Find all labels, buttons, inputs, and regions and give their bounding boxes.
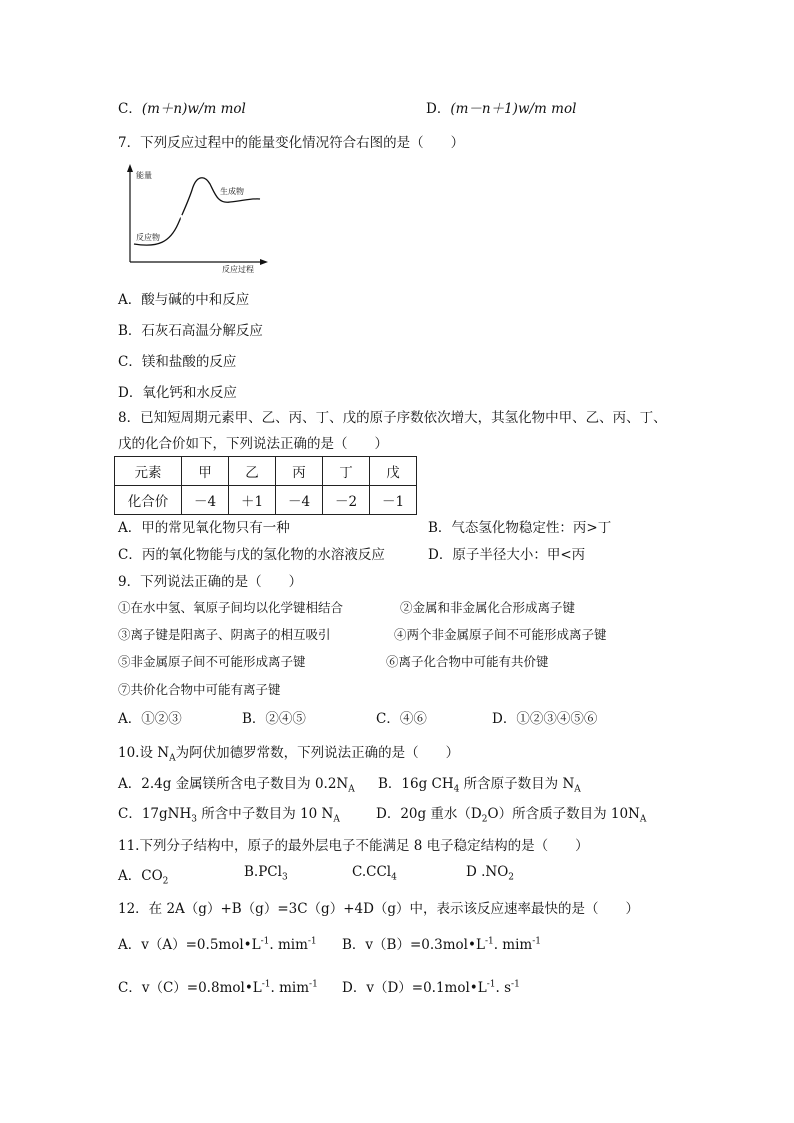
q6-option-c: C．(m＋n)w/m mol — [118, 101, 246, 117]
q11-option-c: C.CCl$_4$ — [352, 864, 397, 883]
table-cell: 戊 — [370, 457, 417, 486]
q9-statement-6: ⑥离子化合物中可能有共价键 — [386, 654, 549, 669]
q8-stem-line1: 8．已知短周期元素甲、乙、丙、丁、戊的原子序数依次增大，其氢化物中甲、乙、丙、丁、 — [118, 410, 667, 426]
y-axis-label: 能量 — [136, 171, 152, 180]
q8-option-d: D．原子半径大小：甲<丙 — [428, 547, 586, 563]
q8-option-b: B．气态氢化物稳定性：丙>丁 — [428, 520, 612, 536]
q11-option-a: A．$CO_2$ — [118, 868, 169, 887]
q10-option-b: B．16g $CH_4$ 所含原子数目为 $N_A$ — [378, 776, 581, 795]
q7-option-d: D．氧化钙和水反应 — [118, 385, 237, 401]
q12-option-b: B．$v(B)=0.3mol•L^{-1}$. mim$^{-1}$ — [342, 936, 542, 953]
q10-option-a: A．2.4g 金属镁所含电子数目为 $0.2N_A$ — [118, 776, 355, 795]
q9-statement-7: ⑦共价化合物中可能有离子键 — [118, 682, 281, 697]
q9-statement-5: ⑤非金属原子间不可能形成离子键 — [118, 654, 306, 669]
valence-table — [114, 456, 417, 515]
x-axis-arrow-icon — [260, 259, 268, 265]
q10-stem: 10.设 $N_A$为阿伏加德罗常数，下列说法正确的是（ ） — [118, 745, 460, 764]
q9-option-d: D．①②③④⑤⑥ — [492, 711, 598, 727]
q9-statement-3: ③离子键是阳离子、阴离子的相互吸引 — [118, 627, 331, 642]
q9-stem: 9．下列说法正确的是（ ） — [118, 574, 303, 590]
q7-option-a: A．酸与碱的中和反应 — [118, 292, 250, 308]
reactant-label: 反应物 — [136, 233, 160, 242]
q8-option-c: C．丙的氧化物能与戊的氢化物的水溶液反应 — [118, 547, 385, 563]
q10-option-c: C．17gNH$_3$ 所含中子数目为 10 $N_A$ — [118, 806, 340, 825]
table-cell: －2 — [323, 486, 370, 515]
q12-option-c: C．$v(C)=0.8mol•L^{-1}$. mim$^{-1}$ — [118, 979, 318, 996]
q11-stem: 11.下列分子结构中，原子的最外层电子不能满足 8 电子稳定结构的是（ ） — [118, 838, 589, 854]
x-axis-label: 反应过程 — [222, 265, 254, 274]
table-cell: －4 — [276, 486, 323, 515]
q10-option-d: D．20g 重水$(D_2O)$所含质子数目为 $10N_A$ — [376, 806, 647, 825]
q11-option-b: B.PCl$_3$ — [244, 864, 288, 883]
table-cell: 丁 — [323, 457, 370, 486]
q6-option-d: D．(m－n＋1)w/m mol — [426, 101, 577, 117]
q11-option-d: D $.NO_2$ — [466, 864, 515, 883]
q7-stem: 7．下列反应过程中的能量变化情况符合右图的是（ ） — [118, 135, 465, 151]
energy-diagram — [118, 162, 268, 274]
q7-option-b: B．石灰石高温分解反应 — [118, 323, 263, 339]
q9-statement-4: ④两个非金属原子间不可能形成离子键 — [394, 627, 607, 642]
table-cell: 甲 — [182, 457, 229, 486]
table-cell: ＋1 — [229, 486, 276, 515]
table-cell: 化合价 — [115, 486, 182, 515]
q12-stem: 12．在 2A（g）+B（g）=3C（g）+4D（g）中，表示该反应速率最快的是（ ） — [118, 901, 640, 917]
q12-option-d: D．$v(D)=0.1mol•L^{-1}$. $s^{-1}$ — [342, 979, 520, 996]
q9-statement-2: ②金属和非金属化合形成离子键 — [400, 600, 576, 615]
product-label: 生成物 — [220, 187, 244, 196]
q8-stem-line2: 戊的化合价如下，下列说法正确的是（ ） — [118, 436, 388, 452]
q8-option-a: A．甲的常见氧化物只有一种 — [118, 520, 290, 536]
q12-option-a: A．$v(A)=0.5mol•L^{-1}$. mim$^{-1}$ — [118, 936, 317, 953]
q9-option-c: C．④⑥ — [376, 711, 427, 727]
table-cell: －1 — [370, 486, 417, 515]
table-cell: －4 — [182, 486, 229, 515]
table-cell: 丙 — [276, 457, 323, 486]
q7-option-c: C．镁和盐酸的反应 — [118, 354, 237, 370]
q9-statement-1: ①在水中氢、氧原子间均以化学键相结合 — [118, 600, 344, 615]
table-row — [115, 486, 417, 515]
table-cell: 乙 — [229, 457, 276, 486]
y-axis-arrow-icon — [127, 164, 133, 172]
q9-option-b: B．②④⑤ — [242, 711, 306, 727]
table-cell: 元素 — [115, 457, 182, 486]
q9-option-a: A．①②③ — [118, 711, 182, 727]
table-header-row — [115, 457, 417, 486]
